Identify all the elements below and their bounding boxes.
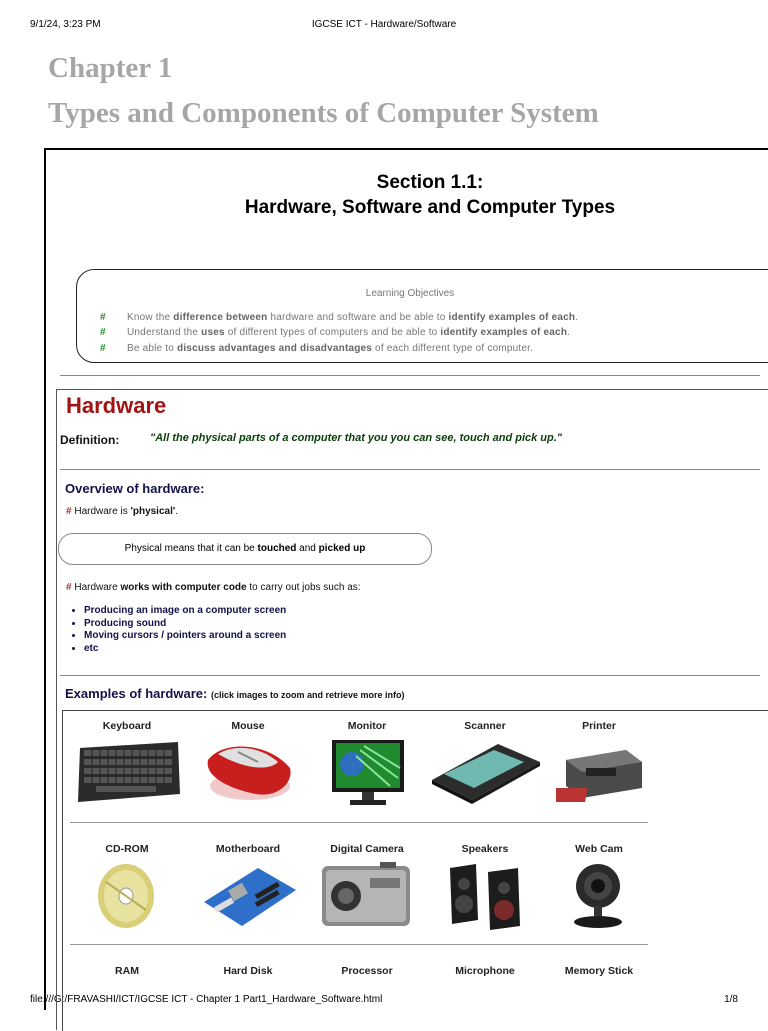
list-item: • etc <box>84 643 286 656</box>
list-item: • Moving cursors / pointers around a screen <box>84 630 286 643</box>
example-label-mouse: Mouse <box>231 720 265 732</box>
example-label-processor: Processor <box>341 965 393 977</box>
chapter-number: Chapter 1 <box>48 52 173 84</box>
print-page-title: IGCSE ICT - Hardware/Software <box>311 19 457 30</box>
mouse-image[interactable] <box>198 738 298 806</box>
physical-note-pill: Physical means that it can be touched and picked up <box>58 533 432 565</box>
motherboard-image[interactable] <box>200 862 298 930</box>
learning-objectives-title: Learning Objectives <box>365 288 455 299</box>
physical-statement: # Hardware is 'physical'. <box>66 506 179 517</box>
objective-item: # Understand the uses of different types of computers and be able to identify examples of each. <box>100 327 571 338</box>
webcam-image[interactable] <box>568 860 628 930</box>
example-label-ram: RAM <box>115 965 139 977</box>
definition-text: "All the physical parts of a computer that you you can see, touch and pick up." <box>150 432 563 444</box>
hash-bullet-icon: # <box>100 327 106 338</box>
print-file-path: file:///G:/FRAVASHI/ICT/IGCSE ICT - Chapter 1 Part1_Hardware_Software.html <box>30 994 383 1005</box>
example-label-hard-disk: Hard Disk <box>223 965 273 977</box>
jobs-list <box>72 605 286 655</box>
print-datetime: 9/1/24, 3:23 PM <box>30 19 101 30</box>
example-label-webcam: Web Cam <box>575 843 623 855</box>
example-label-monitor: Monitor <box>347 720 387 732</box>
works-statement: # Hardware works with computer code to carry out jobs such as: <box>66 582 361 593</box>
digital-camera-image[interactable] <box>320 860 412 930</box>
divider <box>60 469 760 470</box>
objective-item: # Know the difference between hardware and software and be able to identify examples of each. <box>100 312 579 323</box>
cdrom-image[interactable] <box>96 862 156 930</box>
list-item: • Producing an image on a computer screen <box>84 605 286 618</box>
row-divider <box>70 822 648 823</box>
section-number: Section 1.1: <box>376 172 484 193</box>
hash-bullet-icon: # <box>66 506 72 517</box>
hash-bullet-icon: # <box>66 582 72 593</box>
section-subtitle: Hardware, Software and Computer Types <box>244 197 616 218</box>
example-label-speakers: Speakers <box>461 843 509 855</box>
hardware-heading: Hardware <box>66 393 167 418</box>
hash-bullet-icon: # <box>100 312 106 323</box>
section-title <box>0 170 768 220</box>
definition-label: Definition: <box>60 433 120 447</box>
example-label-motherboard: Motherboard <box>215 843 281 855</box>
divider <box>60 375 760 376</box>
chapter-title: Types and Components of Computer System <box>48 97 599 129</box>
row-divider <box>70 944 648 945</box>
scanner-image[interactable] <box>428 740 542 804</box>
overview-heading: Overview of hardware: <box>65 481 205 496</box>
keyboard-image[interactable] <box>74 738 182 806</box>
objective-item: # Be able to discuss advantages and disadvantages of each different type of computer. <box>100 343 534 354</box>
list-item: • Producing sound <box>84 618 286 631</box>
monitor-image[interactable] <box>330 738 406 808</box>
hash-bullet-icon: # <box>100 343 106 354</box>
examples-note: (click images to zoom and retrieve more info) <box>210 690 405 700</box>
example-label-microphone: Microphone <box>455 965 515 977</box>
example-label-cdrom: CD-ROM <box>105 843 149 855</box>
print-page-number: 1/8 <box>724 994 738 1005</box>
example-label-memory-stick: Memory Stick <box>564 965 634 977</box>
example-label-scanner: Scanner <box>464 720 506 732</box>
examples-heading: Examples of hardware: (click images to zoom and retrieve more info) <box>65 686 405 701</box>
example-label-keyboard: Keyboard <box>102 720 152 732</box>
example-label-digital-camera: Digital Camera <box>330 843 404 855</box>
example-label-printer: Printer <box>582 720 616 732</box>
speakers-image[interactable] <box>446 860 524 930</box>
printer-image[interactable] <box>556 740 644 804</box>
divider <box>60 675 760 676</box>
